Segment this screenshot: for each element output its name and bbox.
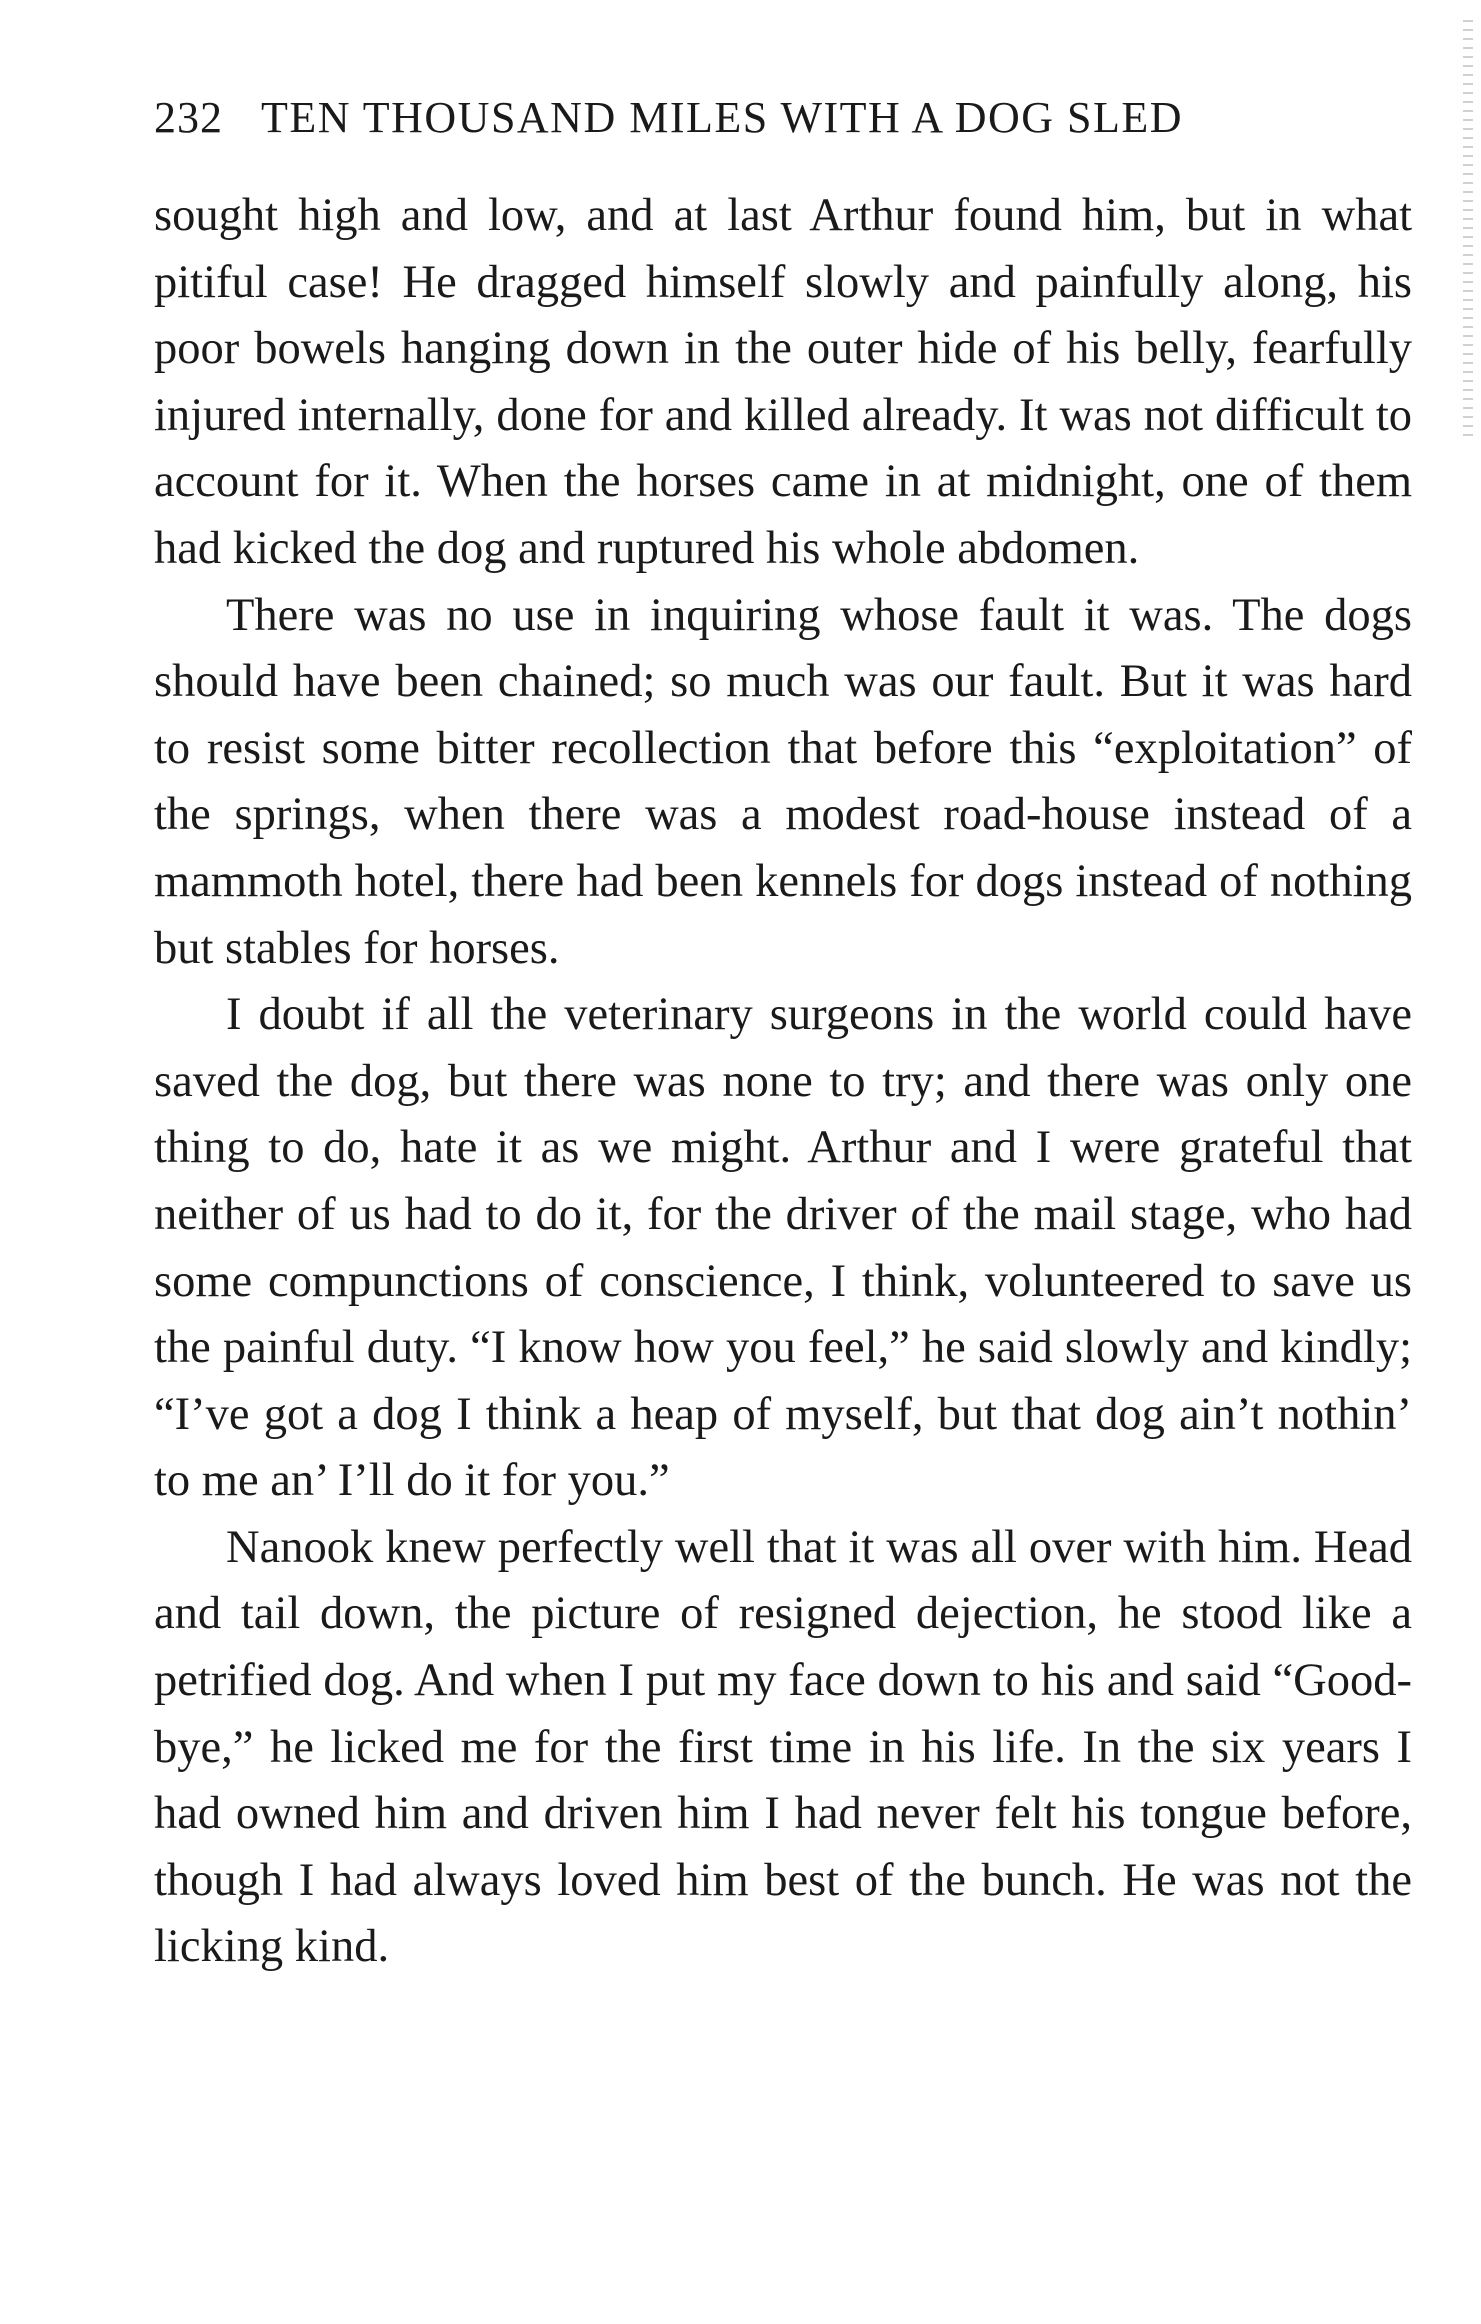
paragraph-1: sought high and low, and at last Arthur found him, but in what pitiful case! He dragged himself slowly and painfully along, his poor bowels hanging down in the outer hide of his belly, fearfully injured internally, done for and killed already. It was not difficult to account for it. When the horses came in at midnight, one of them had kicked the dog and ruptured his whole abdomen.	[154, 190, 1412, 574]
page-number: 232	[154, 93, 223, 142]
page-edge-speckle	[1463, 20, 1473, 440]
paragraph-2: There was no use in inquiring whose fault it was. The dogs should have been chained; so much was our fault. But it was hard to resist some bitter recollection that before this “exploitation” of the springs, when there was a modest road-house instead of a mammoth hotel, there had been kennels for dogs instead of nothing but stables for horses.	[154, 589, 1412, 974]
paragraph-3: I doubt if all the veterinary surgeons in the world could have saved the dog, but there was none to try; and there was only one thing to do, hate it as we might. Arthur and I were grateful that neither of us had to do it, for the driver of the mail stage, who had some compunctions of conscience, I think, volunteered to save us the painful duty. “I know how you feel,” he said slowly and kindly; “I’ve got a dog I think a heap of myself, but that dog ain’t nothin’ to me an’ I’ll do it for you.”	[154, 989, 1412, 1507]
running-header	[154, 88, 1394, 148]
running-title: TEN THOUSAND MILES WITH A DOG SLED	[261, 93, 1184, 142]
body-text	[154, 183, 1412, 1981]
paragraph-4: Nanook knew perfectly well that it was all over with him. Head and tail down, the picture of resigned dejection, he stood like a petrified dog. And when I put my face down to his and said “Good-bye,” he licked me for the first time in his life. In the six years I had owned him and driven him I had never felt his tongue before, though I had always loved him best of the bunch. He was not the licking kind.	[154, 1521, 1412, 1973]
